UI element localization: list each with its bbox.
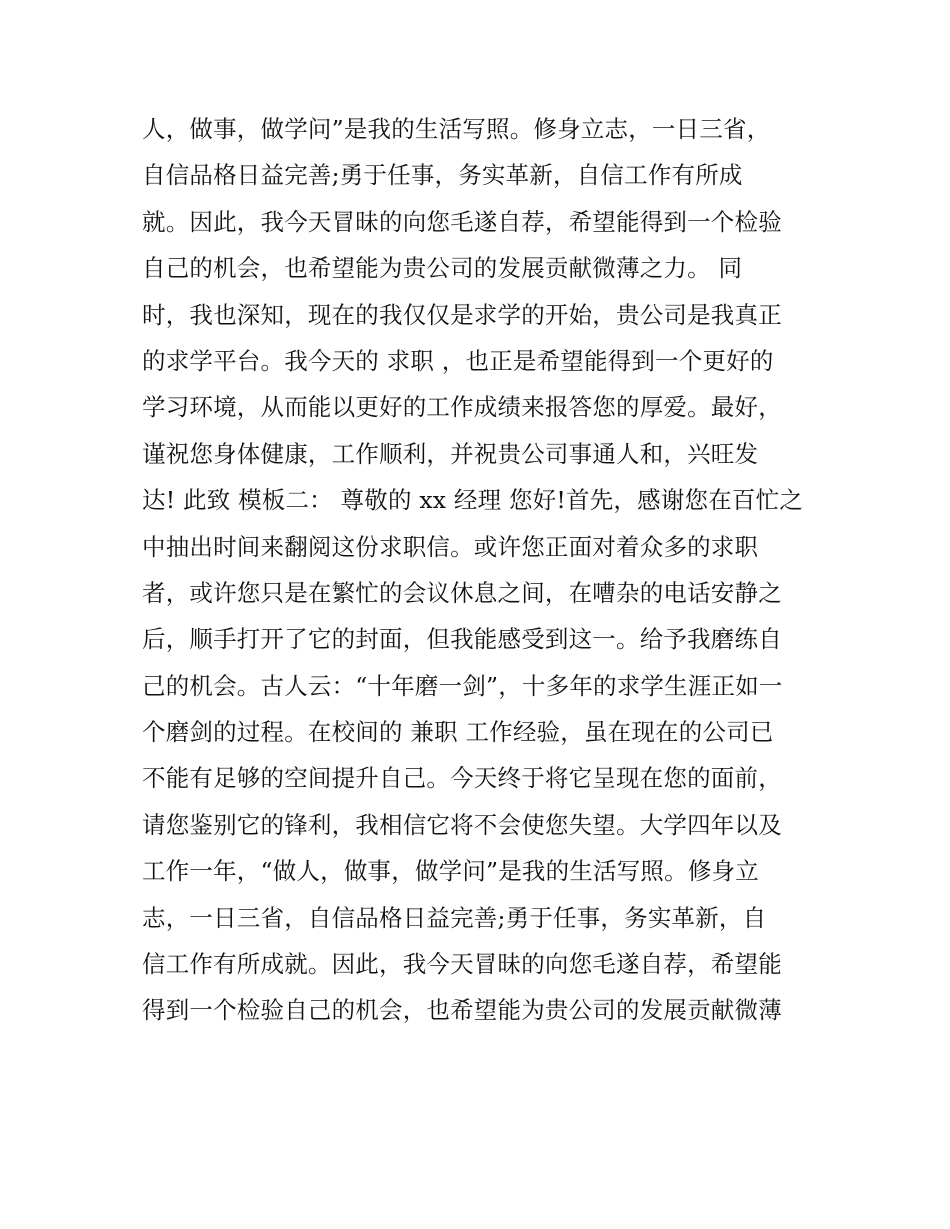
text-line: 不能有足够的空间提升自己。今天终于将它呈现在您的面前， <box>142 764 782 793</box>
text-line: 就。因此，我今天冒昧的向您毛遂自荐，希望能得到一个检验 <box>142 207 782 236</box>
text-line: 己的机会。古人云：“十年磨一剑”，十多年的求学生涯正如一 <box>142 671 783 700</box>
text-line: 工作一年，“做人，做事，做学问”是我的生活写照。修身立 <box>142 857 759 886</box>
text-line: 学习环境，从而能以更好的工作成绩来报答您的厚爱。最好， <box>142 393 782 422</box>
text-line: 时，我也深知，现在的我仅仅是求学的开始，贵公司是我真正 <box>142 300 782 329</box>
text-line: 信工作有所成就。因此，我今天冒昧的向您毛遂自荐，希望能 <box>142 950 782 979</box>
text-line: 个磨剑的过程。在校间的 兼职 工作经验，虽在现在的公司已 <box>142 718 774 747</box>
body-text <box>142 106 822 1034</box>
text-line: 自己的机会，也希望能为贵公司的发展贡献微薄之力。 同 <box>142 254 743 283</box>
text-line: 请您鉴别它的锋利，我相信它将不会使您失望。大学四年以及 <box>142 810 782 839</box>
text-line: 后，顺手打开了它的封面，但我能感受到这一。给予我磨练自 <box>142 625 782 654</box>
text-line: 人，做事，做学问”是我的生活写照。修身立志，一日三省， <box>142 115 771 143</box>
text-line: 自信品格日益完善;勇于任事，务实革新，自信工作有所成 <box>142 161 743 190</box>
text-line: 者，或许您只是在繁忙的会议休息之间，在嘈杂的电话安静之 <box>142 578 782 607</box>
text-line: 志，一日三省，自信品格日益完善;勇于任事，务实革新，自 <box>142 903 767 932</box>
text-line: 谨祝您身体健康，工作顺利，并祝贵公司事通人和，兴旺发 <box>142 439 759 468</box>
text-line: 的求学平台。我今天的 求职 ，也正是希望能得到一个更好的 <box>142 346 774 375</box>
text-line: 得到一个检验自己的机会，也希望能为贵公司的发展贡献微薄 <box>142 996 782 1025</box>
text-line: 达! 此致 模板二： 尊敬的 xx 经理 您好!首先，感谢您在百忙之 <box>142 486 804 515</box>
text-line: 中抽出时间来翻阅这份求职信。或许您正面对着众多的求职 <box>142 532 759 561</box>
